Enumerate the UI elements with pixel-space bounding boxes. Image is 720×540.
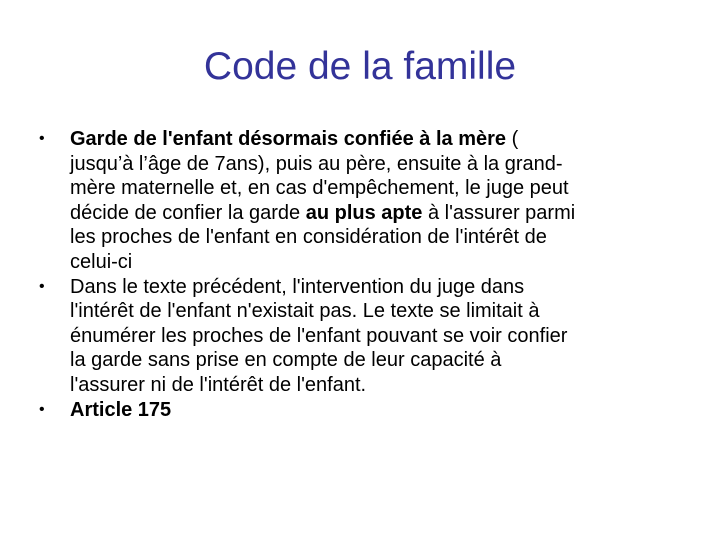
text-segment: mère maternelle et, en cas d'empêchement, le juge peut [70, 177, 569, 200]
bullet-text-line [70, 250, 686, 275]
bullet-dot-icon: • [39, 400, 45, 418]
bullet-text-line [70, 225, 686, 250]
bullet-text-line [70, 152, 686, 177]
bullet-dot-icon: • [39, 277, 45, 295]
text-segment: énumérer les proches de l'enfant pouvant se voir confier [70, 324, 568, 347]
bold-text-segment: Article 175 [70, 398, 172, 421]
bullet-list [36, 127, 686, 422]
bullet-text-line [70, 127, 686, 152]
bullet-text-line [70, 324, 686, 349]
text-segment: la garde sans prise en compte de leur capacité à [70, 349, 502, 372]
bullet-text-line [70, 201, 686, 226]
bullet-text-line [70, 275, 686, 300]
text-segment: jusqu’à l’âge de 7ans), puis au père, ensuite à la grand- [70, 152, 563, 175]
bold-text-segment: au plus apte [305, 201, 423, 224]
bullet-text [70, 127, 686, 275]
bullet-text-line [70, 299, 686, 324]
bullet-item [36, 398, 686, 423]
bullet-text [70, 275, 686, 398]
bullet-item [36, 275, 686, 398]
bullet-item [36, 127, 686, 275]
bullet-text-line [70, 373, 686, 398]
bullet-dot-icon: • [39, 130, 45, 147]
text-segment: les proches de l'enfant en considération de l'intérêt de [70, 226, 547, 249]
bullet-text-line [70, 348, 686, 373]
bullet-text [70, 398, 686, 423]
bold-text-segment: Garde de l'enfant désormais confiée à la mère [70, 128, 507, 150]
text-segment: l'intérêt de l'enfant n'existait pas. Le texte se limitait à [70, 300, 540, 323]
text-segment: celui-ci [70, 250, 133, 273]
slide-title: Code de la famille [203, 45, 517, 88]
text-segment: à l'assurer parmi [422, 201, 576, 224]
text-segment: l'assurer ni de l'intérêt de l'enfant. [70, 373, 367, 396]
bullet-text-line [70, 176, 686, 201]
text-segment: ( [506, 128, 519, 150]
text-segment: décide de confier la garde [70, 201, 306, 224]
text-segment: Dans le texte précédent, l'intervention du juge dans [70, 275, 525, 298]
bullet-text-line [70, 398, 686, 423]
